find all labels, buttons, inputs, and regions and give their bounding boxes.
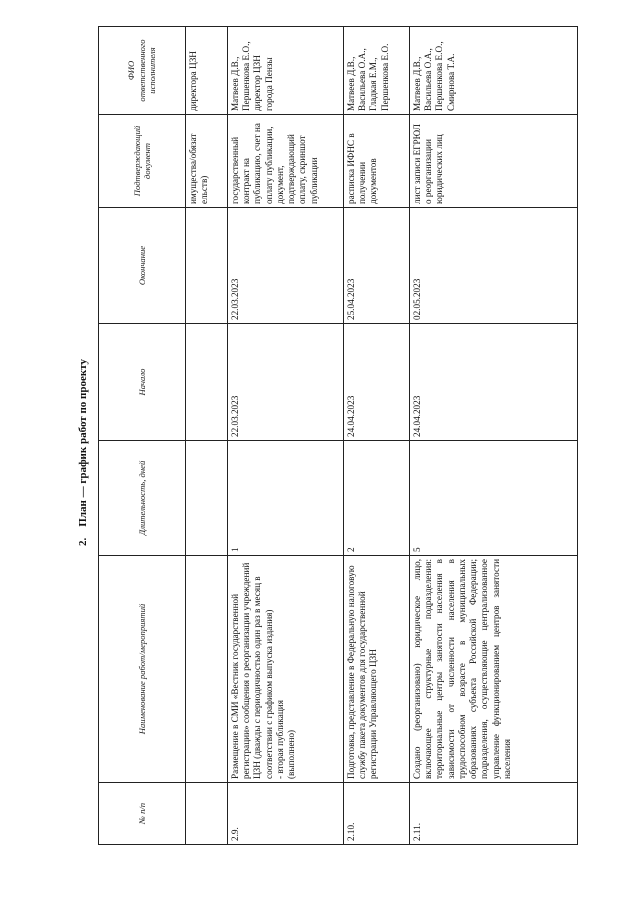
cell-resp: Матвеев Д.В., Васильева О.А., Гладкая Е.М., Першенкова Е.О. — [344, 27, 410, 115]
cell-name: Размещение в СМИ «Вестник государственной регистрации» сообщения о реорганизации учреждений ЦЗН (дважды с периодичностью один раз в месяц в соответствии с графиком выпуска издания) - вторая публикация (выполнено) — [228, 556, 344, 783]
column-header-end: Окончание — [99, 208, 186, 324]
cell-resp: директора ЦЗН — [186, 27, 228, 115]
cell-doc: государственный контракт на публикацию, счет на оплату публикации, документ, подтверждающий оплату, скриншот публикации — [228, 115, 344, 208]
table-row — [228, 27, 344, 845]
cell-duration — [186, 441, 228, 556]
cell-num: 2.9. — [228, 783, 344, 845]
column-header-name: Наименование работ/мероприятий — [99, 556, 186, 783]
cell-doc: расписка ИФНС в получении документов — [344, 115, 410, 208]
cell-end: 25.04.2023 — [344, 208, 410, 324]
cell-duration: 2 — [344, 441, 410, 556]
schedule-table — [98, 26, 578, 845]
cell-start: 24.04.2023 — [344, 324, 410, 441]
table-row — [186, 27, 228, 845]
cell-resp: Матвеев Д.В., Васильева О.А., Першенкова Е.О., Смирнова Т.А. — [410, 27, 578, 115]
cell-doc: имущества/обязат ельств) — [186, 115, 228, 208]
cell-resp: Матвеев Д.В., Першенкова Е.О., директор ЦЗН города Пензы — [228, 27, 344, 115]
cell-name: Создано (реорганизовано) юридическое лицо, включающее структурные подразделения: территориальные центры занятости населения в зависимости от численности населения в трудоспособном возрасте в муниципальных образованиях субъекта Российской Федерации; подразделения, осуществляющие централизованное управление функционированием центров занятости населения — [410, 556, 578, 783]
cell-name: Подготовка, представление в Федеральную налоговую службу пакета документов для государственной регистрации Управляющего ЦЗН — [344, 556, 410, 783]
cell-end: 22.03.2023 — [228, 208, 344, 324]
cell-start: 22.03.2023 — [228, 324, 344, 441]
table-row — [344, 27, 410, 845]
cell-doc: лист записи ЕГРЮЛ о реорганизации юридических лиц — [410, 115, 578, 208]
column-header-duration: Длительность, дней — [99, 441, 186, 556]
column-header-num: № п/п — [99, 783, 186, 845]
cell-start: 24.04.2023 — [410, 324, 578, 441]
cell-duration: 5 — [410, 441, 578, 556]
cell-start — [186, 324, 228, 441]
column-header-resp: ФИО ответственного исполнителя — [99, 27, 186, 115]
cell-end: 02.05.2023 — [410, 208, 578, 324]
page-heading: 2. План — график работ по проекту — [77, 359, 89, 546]
column-header-doc: Подтверждающий документ — [99, 115, 186, 208]
cell-num: 2.11. — [410, 783, 578, 845]
cell-end — [186, 208, 228, 324]
cell-duration: 1 — [228, 441, 344, 556]
column-header-start: Начало — [99, 324, 186, 441]
cell-num — [186, 783, 228, 845]
cell-num: 2.10. — [344, 783, 410, 845]
table-header-row — [99, 27, 186, 845]
cell-name — [186, 556, 228, 783]
table-row — [410, 27, 578, 845]
